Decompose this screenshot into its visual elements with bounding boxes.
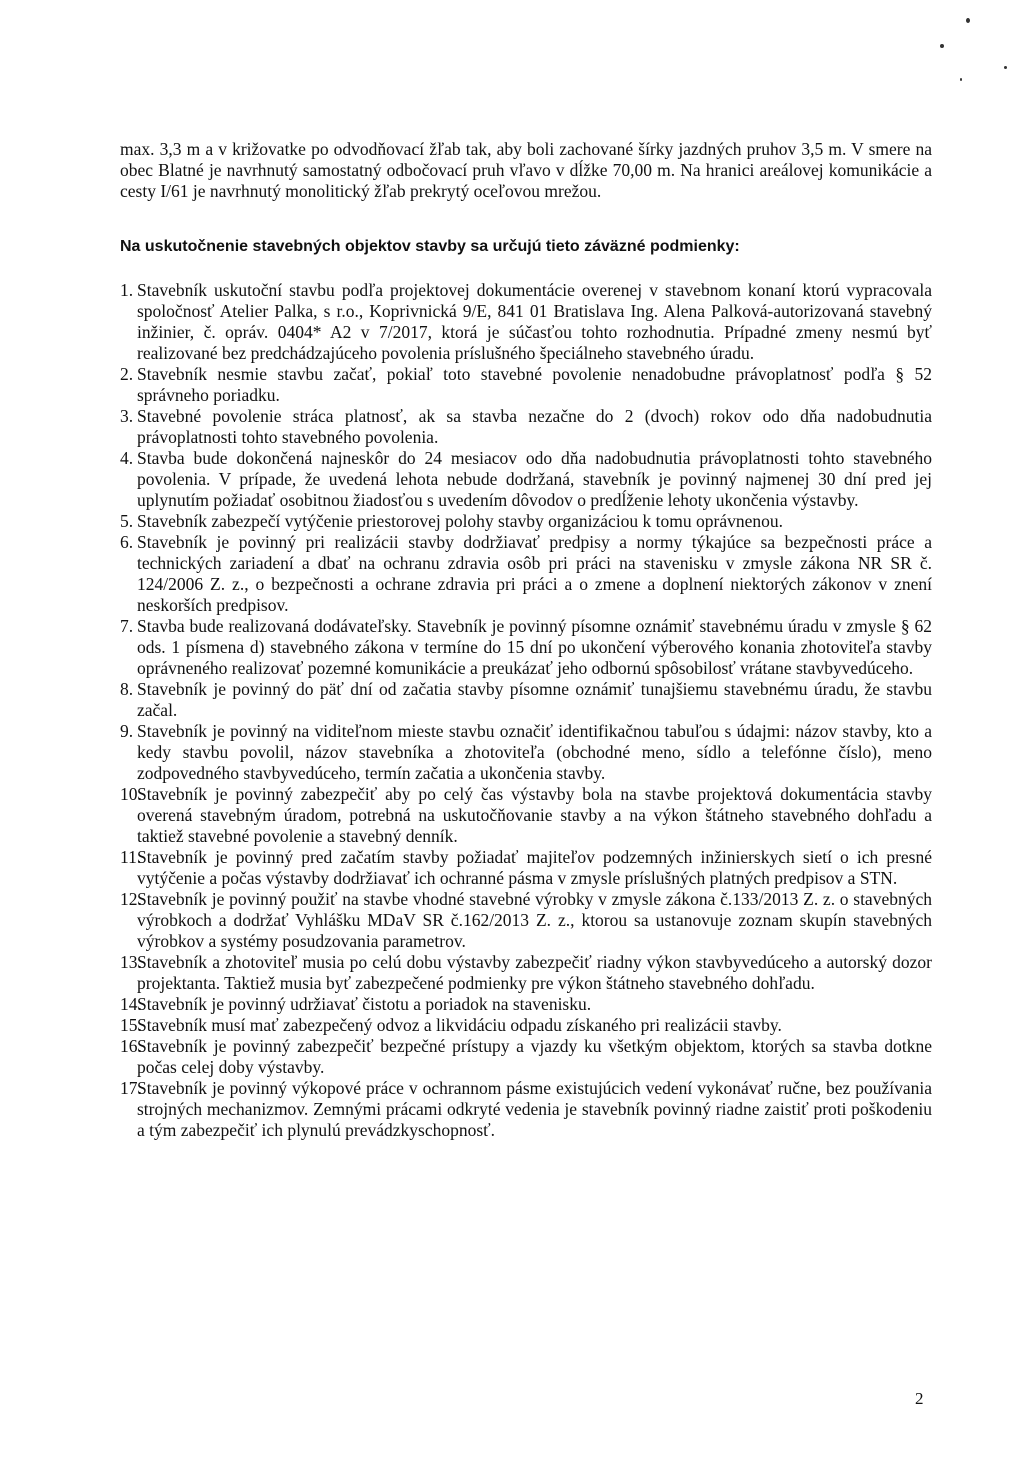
condition-text: Stavebník je povinný zabezpečiť bezpečné prístupy a vjazdy ku všetkým objektom, ktorých sa stavba dotkne počas celej doby výstavby.	[137, 1036, 932, 1077]
condition-item	[120, 889, 932, 952]
condition-text: Stavebník je povinný zabezpečiť aby po celý čas výstavby bola na stavbe projektová dokumentácia stavby overená stavebným úradom, potrebná na uskutočňovanie stavby a na výkon štátneho stavebného dohľadu a taktiež stavebné povolenie a stavebný denník.	[137, 784, 932, 846]
condition-item	[120, 952, 932, 994]
page-number: 2	[915, 1389, 924, 1408]
scan-speck	[940, 44, 944, 48]
condition-text: Stavebník je povinný do päť dní od začatia stavby písomne oznámiť tunajšiemu stavebnému úradu, že stavbu začal.	[137, 679, 932, 720]
condition-number: 8.	[120, 679, 134, 699]
condition-text: Stavebník nesmie stavbu začať, pokiaľ toto stavebné povolenie nenadobudne právoplatnosť podľa § 52 správneho poriadku.	[137, 364, 932, 405]
scan-speck	[966, 18, 970, 23]
intro-paragraph: max. 3,3 m a v križovatke po odvodňovací žľab tak, aby boli zachované šírky jazdných pruhov 3,5 m. V smere na obec Blatné je navrhnutý samostatný odbočovací pruh vľavo v dĺžke 70,00 m. Na hranici areálovej komunikácie a cesty I/61 je navrhnutý monolitický žľab prekrytý oceľovou mrežou.	[120, 139, 932, 201]
condition-item	[120, 679, 932, 721]
condition-number: 9.	[120, 721, 134, 741]
condition-number: 6.	[120, 532, 134, 552]
condition-number: 5.	[120, 511, 134, 531]
condition-number: 17.	[120, 1078, 142, 1098]
condition-text: Stavebník je povinný na viditeľnom mieste stavbu označiť identifikačnou tabuľou s údajmi: názov stavby, kto a kedy stavbu povolil, názov stavebníka a zhotoviteľa (obchodné meno, sídlo a telefónne číslo), meno zodpovedného stavbyvedúceho, termín začatia a ukončenia stavby.	[137, 721, 932, 783]
condition-number: 7.	[120, 616, 134, 636]
condition-text: Stavebník je povinný pred začatím stavby požiadať majiteľov podzemných inžinierskych sietí o ich presné vytýčenie a počas výstavby dodržiavať ich ochranné pásma v zmysle príslušných platných predpisov a STN.	[137, 847, 932, 888]
condition-item	[120, 511, 932, 532]
condition-text: Stavebník a zhotoviteľ musia po celú dobu výstavby zabezpečiť riadny výkon stavbyvedúceho a autorský dozor projektanta. Taktiež musia byť zabezpečené podmienky pre výkon štátneho stavebného dohľadu.	[137, 952, 932, 993]
condition-number: 10.	[120, 784, 142, 804]
conditions-heading: Na uskutočnenie stavebných objektov stavby sa určujú tieto záväzné podmienky:	[120, 238, 740, 255]
conditions-list	[120, 280, 932, 1141]
condition-number: 3.	[120, 406, 134, 426]
scan-speck	[960, 78, 962, 81]
condition-item	[120, 406, 932, 448]
condition-number: 12.	[120, 889, 142, 909]
condition-number: 13.	[120, 952, 142, 972]
condition-text: Stavebné povolenie stráca platnosť, ak sa stavba nezačne do 2 (dvoch) rokov odo dňa nadobudnutia právoplatnosti tohto stavebného povolenia.	[137, 406, 932, 447]
condition-number: 11.	[120, 847, 142, 867]
condition-item	[120, 721, 932, 784]
scan-speck	[1004, 66, 1007, 69]
condition-text: Stavebník uskutoční stavbu podľa projektovej dokumentácie overenej v stavebnom konaní ktorú vypracovala spoločnosť Atelier Palka, s r.o., Koprivnická 9/E, 841 01 Bratislava Ing. Alena Palková-autorizovaná stavebný inžinier, č. opráv. 0404* A2 v 7/2017, ktorá je súčasťou tohto rozhodnutia. Prípadné zmeny nesmú byť realizované bez predchádzajúceho povolenia príslušného špeciálneho stavebného úradu.	[137, 280, 932, 363]
condition-number: 4.	[120, 448, 134, 468]
condition-number: 16.	[120, 1036, 142, 1056]
condition-item	[120, 1078, 932, 1141]
condition-number: 15.	[120, 1015, 142, 1035]
condition-item	[120, 1015, 932, 1036]
condition-number: 2.	[120, 364, 134, 384]
condition-text: Stavebník zabezpečí vytýčenie priestorovej polohy stavby organizáciou k tomu oprávnenou.	[137, 511, 784, 531]
condition-number: 14.	[120, 994, 142, 1014]
condition-text: Stavebník je povinný použiť na stavbe vhodné stavebné výrobky v zmysle zákona č.133/2013 Z. z. o stavebných výrobkoch a dodržať Vyhlášku MDaV SR č.162/2013 Z. z., ktorou sa ustanovuje zoznam skupín stavebných výrobkov a systémy posudzovania parametrov.	[137, 889, 932, 951]
condition-item	[120, 532, 932, 616]
condition-item	[120, 616, 932, 679]
condition-item	[120, 994, 932, 1015]
condition-number: 1.	[120, 280, 134, 300]
condition-text: Stavebník je povinný výkopové práce v ochrannom pásme existujúcich vedení vykonávať ručne, bez používania strojných mechanizmov. Zemnými prácami odkryté vedenia je stavebník povinný riadne zaistiť proti poškodeniu a tým zabezpečiť ich plynulú prevádzkyschopnosť.	[137, 1078, 932, 1140]
condition-item	[120, 1036, 932, 1078]
condition-item	[120, 847, 932, 889]
condition-text: Stavba bude realizovaná dodávateľsky. Stavebník je povinný písomne oznámiť stavebnému úradu v zmysle § 62 ods. 1 písmena d) stavebného zákona v termíne do 15 dní po ukončení výberového konania zhotoviteľa stavby oprávneného realizovať pozemné komunikácie a preukázať jeho odbornú spôsobilosť vrátane stavbyvedúceho.	[137, 616, 932, 678]
condition-text: Stavebník je povinný pri realizácii stavby dodržiavať predpisy a normy týkajúce sa bezpečnosti práce a technických zariadení a dbať na ochranu zdravia osôb pri práci na stavenisku v zmysle zákona NR SR č. 124/2006 Z. z., o bezpečnosti a ochrane zdravia pri práci a o zmene a doplnení niektorých zákonov v znení neskorších predpisov.	[137, 532, 932, 615]
condition-text: Stavebník je povinný udržiavať čistotu a poriadok na stavenisku.	[137, 994, 592, 1014]
condition-item	[120, 784, 932, 847]
condition-item	[120, 280, 932, 364]
condition-text: Stavebník musí mať zabezpečený odvoz a likvidáciu odpadu získaného pri realizácii stavby.	[137, 1015, 782, 1035]
condition-item	[120, 448, 932, 511]
condition-text: Stavba bude dokončená najneskôr do 24 mesiacov odo dňa nadobudnutia právoplatnosti tohto stavebného povolenia. V prípade, že uvedená lehota nebude dodržaná, stavebník je povinný najmenej 30 dní pred jej uplynutím požiadať osobitnou žiadosťou s uvedením dôvodov o predĺženie lehoty ukončenia výstavby.	[137, 448, 932, 510]
condition-item	[120, 364, 932, 406]
